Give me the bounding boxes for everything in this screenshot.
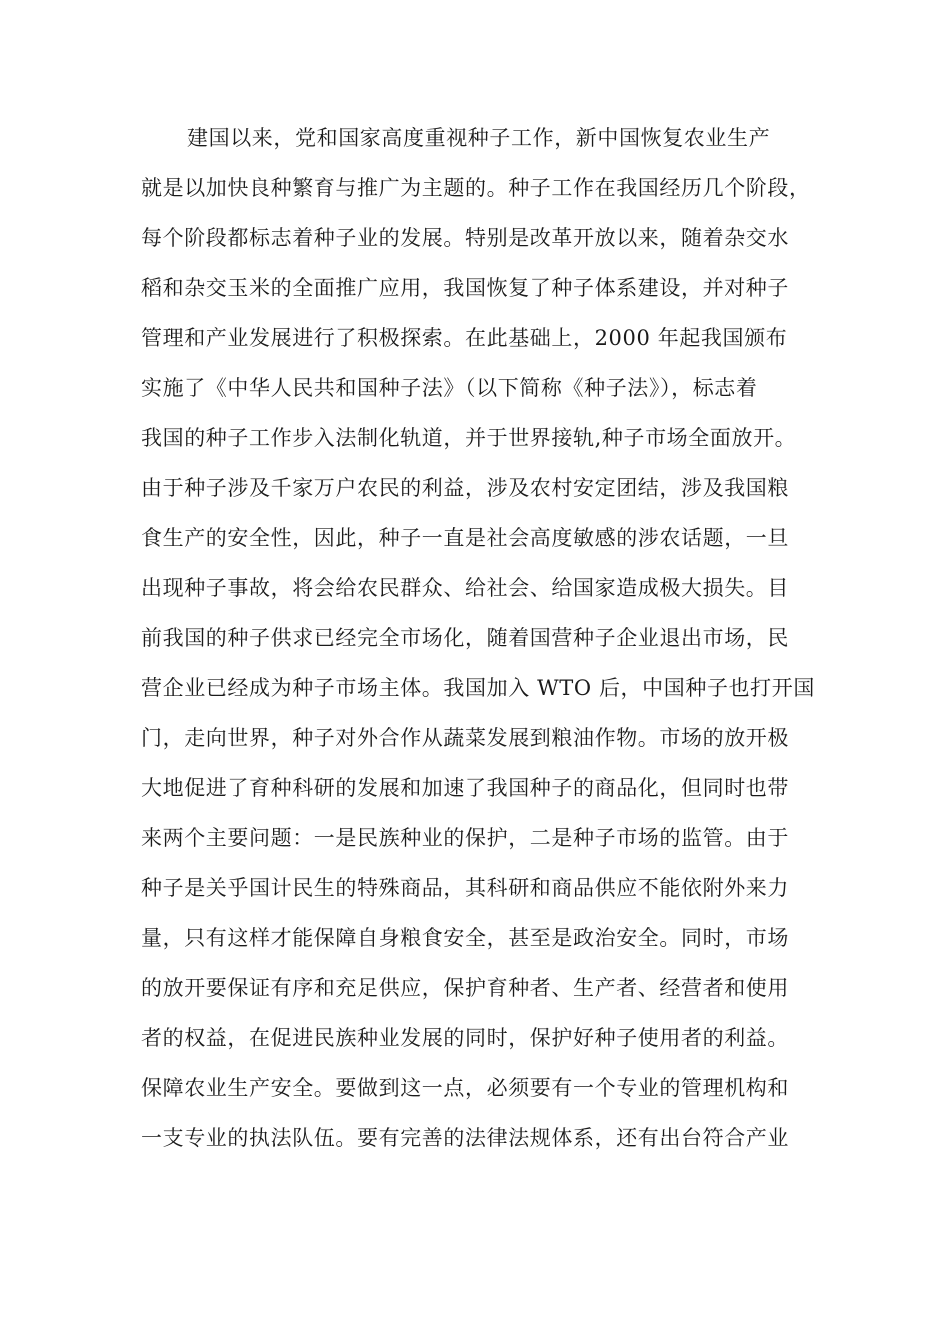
text-line: 前我国的种子供求已经完全市场化，随着国营种子企业退出市场，民 [141,626,789,650]
text-line: 种子是关乎国计民生的特殊商品，其科研和商品供应不能依附外来力 [141,876,789,900]
text-line: 就是以加快良种繁育与推广为主题的。种子工作在我国经历几个阶段， [141,176,811,200]
text-line: 由于种子涉及千家万户农民的利益，涉及农村安定团结，涉及我国粮 [141,476,789,500]
text-line: 来两个主要问题：一是民族种业的保护，二是种子市场的监管。由于 [141,826,789,850]
text-line: 出现种子事故，将会给农民群众、给社会、给国家造成极大损失。目 [141,576,789,600]
body-paragraph [141,113,831,1163]
text-line: 建国以来，党和国家高度重视种子工作，新中国恢复农业生产 [187,126,771,150]
text-line: 量，只有这样才能保障自身粮食安全，甚至是政治安全。同时，市场 [141,926,789,950]
text-line: 保障农业生产安全。要做到这一点，必须要有一个专业的管理机构和 [141,1076,789,1100]
text-line: 管理和产业发展进行了积极探索。在此基础上，2000 年起我国颁布 [141,326,788,350]
text-line: 一支专业的执法队伍。要有完善的法律法规体系，还有出台符合产业 [141,1126,789,1150]
text-line: 大地促进了育种科研的发展和加速了我国种子的商品化，但同时也带 [141,776,789,800]
text-line: 每个阶段都标志着种子业的发展。特别是改革开放以来，随着杂交水 [141,226,789,250]
text-line: 食生产的安全性，因此，种子一直是社会高度敏感的涉农话题，一旦 [141,526,789,550]
text-line: 的放开要保证有序和充足供应，保护育种者、生产者、经营者和使用 [141,976,789,1000]
text-line: 者的权益，在促进民族种业发展的同时，保护好种子使用者的利益。 [141,1026,789,1050]
text-line: 营企业已经成为种子市场主体。我国加入 WTO 后，中国种子也打开国 [141,676,815,700]
text-line: 稻和杂交玉米的全面推广应用，我国恢复了种子体系建设，并对种子 [141,276,789,300]
text-line: 实施了《中华人民共和国种子法》（以下简称《种子法》），标志着 [141,376,758,400]
text-line: 门，走向世界，种子对外合作从蔬菜发展到粮油作物。市场的放开极 [141,726,789,750]
text-line: 我国的种子工作步入法制化轨道，并于世界接轨,种子市场全面放开。 [141,426,797,450]
